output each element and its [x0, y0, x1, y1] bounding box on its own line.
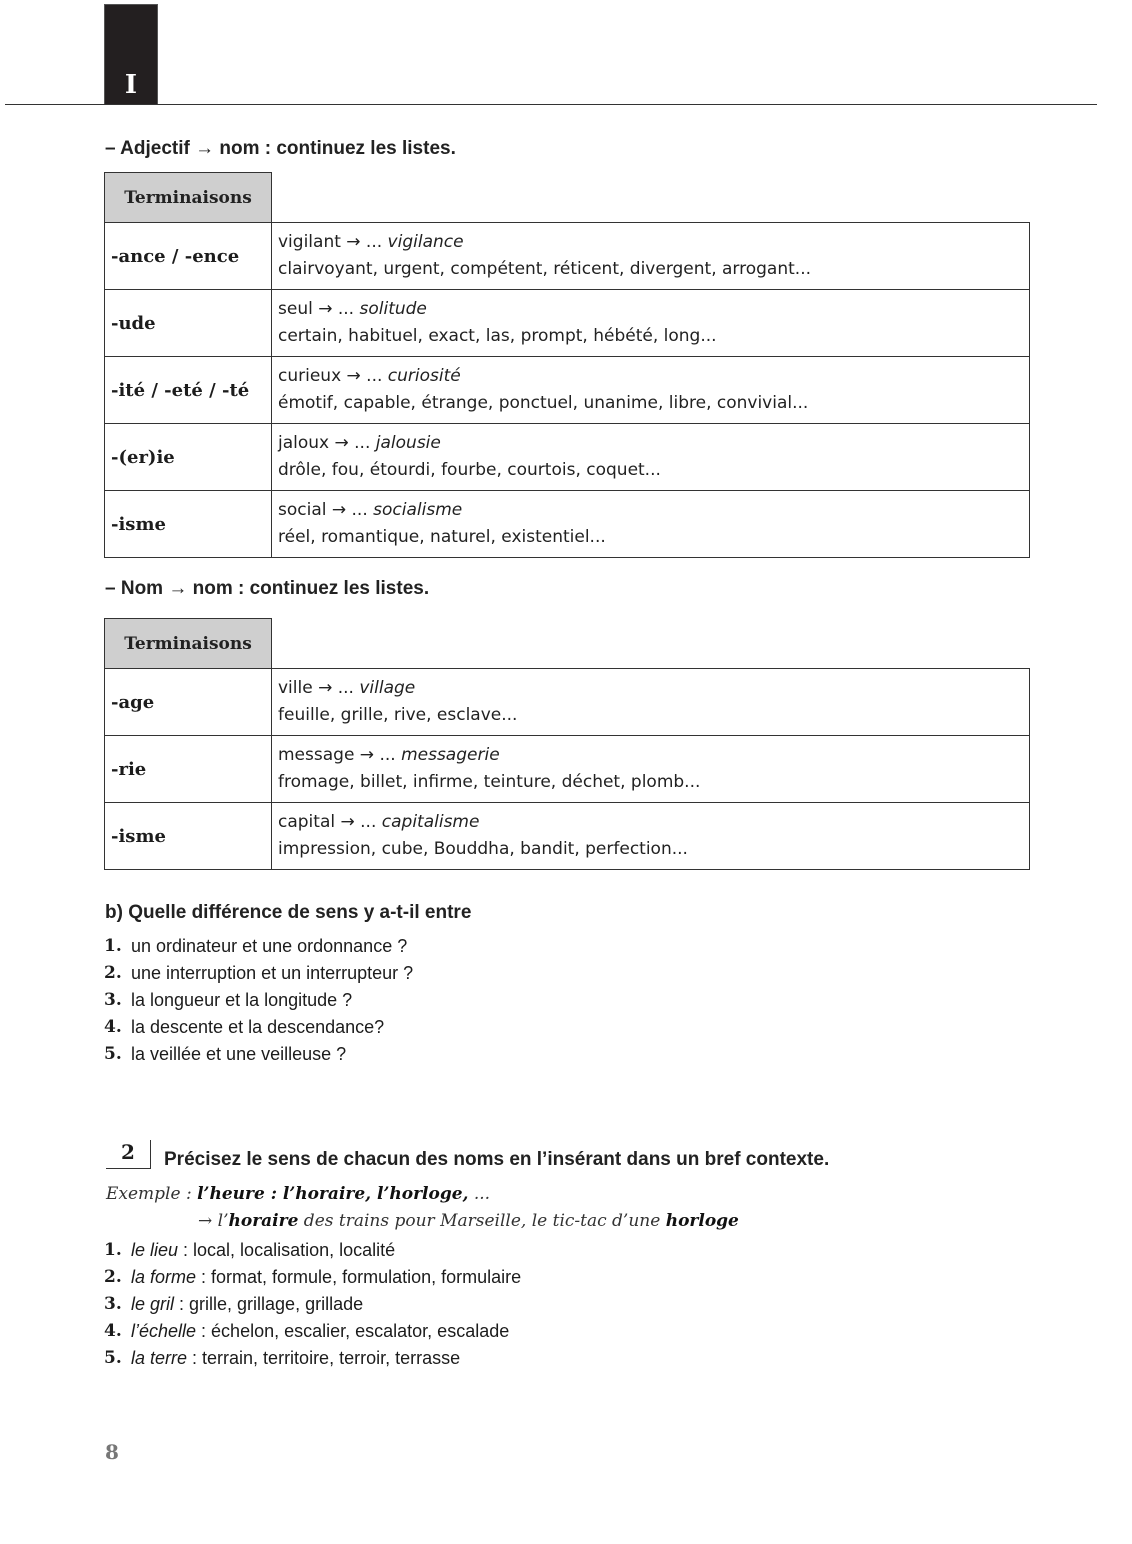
list-item: [104, 1237, 521, 1264]
item-number: 3.: [104, 1294, 122, 1314]
item-number: 5.: [104, 1348, 122, 1368]
ending-cell: -ité / -eté / -té: [105, 357, 272, 424]
item-line: [131, 1318, 509, 1345]
list-item: [104, 1014, 413, 1041]
table-adjective-to-noun: [104, 172, 1030, 558]
example-pair: [278, 296, 1023, 323]
derived-word: solitude: [359, 299, 427, 319]
word-list: feuille, grille, rive, esclave...: [278, 705, 518, 725]
item-line: [131, 1345, 460, 1372]
word-list: drôle, fou, étourdi, fourbe, courtois, coquet...: [278, 460, 661, 480]
item-line: [131, 1264, 521, 1291]
derived-word: capitalisme: [381, 812, 480, 832]
table-header: Terminaisons: [105, 173, 272, 223]
content-cell: [272, 424, 1030, 491]
item-number: 5.: [104, 1044, 122, 1064]
table-row: [105, 223, 1030, 290]
list-item: [104, 933, 413, 960]
base-word: vigilant → ...: [278, 232, 388, 252]
derived-word: jalousie: [375, 433, 441, 453]
table-row: [105, 491, 1030, 558]
item-term: le lieu: [131, 1240, 179, 1260]
item-text: la longueur et la longitude ?: [131, 990, 353, 1010]
ending-cell: -ude: [105, 290, 272, 357]
base-word: curieux → ...: [278, 366, 388, 386]
item-line: [131, 1237, 395, 1264]
base-word: social → ...: [278, 500, 374, 520]
content-cell: [272, 290, 1030, 357]
word-list: réel, romantique, naturel, existentiel...: [278, 527, 606, 547]
item-number: 2.: [104, 963, 122, 983]
derived-word: vigilance: [387, 232, 464, 252]
list-item: [104, 987, 413, 1014]
content-cell: [272, 669, 1030, 736]
chapter-marker: [104, 4, 158, 105]
table-row: [105, 736, 1030, 803]
item-number: 3.: [104, 990, 122, 1010]
list-item: [104, 1041, 413, 1068]
section-heading-adjective: – Adjectif → nom : continuez les listes.: [105, 138, 456, 159]
example-word-horloge: horloge: [665, 1211, 739, 1231]
item-number: 4.: [104, 1321, 122, 1341]
item-number: 2.: [104, 1267, 122, 1287]
derived-word: socialisme: [373, 500, 463, 520]
item-line: [131, 1291, 363, 1318]
item-text: la descente et la descendance?: [131, 1017, 385, 1037]
list-item: [104, 1318, 521, 1345]
example-line-2: [198, 1211, 739, 1231]
question-b-heading: b) Quelle différence de sens y a-t-il entre: [105, 902, 472, 923]
example-line-1: [106, 1184, 490, 1204]
question-list: [104, 933, 413, 1068]
content-cell: [272, 223, 1030, 290]
example-ellipsis: ...: [468, 1184, 491, 1204]
table-row: [105, 424, 1030, 491]
header-rule: [5, 104, 1097, 105]
item-text: un ordinateur et une ordonnance ?: [131, 936, 408, 956]
list-item: [104, 1291, 521, 1318]
content-cell: [272, 357, 1030, 424]
word-list: clairvoyant, urgent, compétent, réticent, divergent, arrogant...: [278, 259, 812, 279]
example-words: l’heure : l’horaire, l’horloge,: [197, 1184, 469, 1204]
content-cell: [272, 491, 1030, 558]
item-list: : terrain, territoire, terroir, terrasse: [187, 1348, 461, 1368]
base-word: message → ...: [278, 745, 402, 765]
derived-word: curiosité: [387, 366, 461, 386]
chapter-numeral: I: [124, 70, 138, 100]
ending-cell: -age: [105, 669, 272, 736]
item-text: une interruption et un interrupteur ?: [131, 963, 414, 983]
list-item: [104, 960, 413, 987]
word-list: fromage, billet, infirme, teinture, déchet, plomb...: [278, 772, 701, 792]
word-list: certain, habituel, exact, las, prompt, hébété, long...: [278, 326, 717, 346]
example-pair: [278, 742, 1023, 769]
item-number: 1.: [104, 936, 122, 956]
item-list: : échelon, escalier, escalator, escalade: [196, 1321, 510, 1341]
ending-cell: -ance / -ence: [105, 223, 272, 290]
section-heading-noun: – Nom → nom : continuez les listes.: [105, 578, 430, 599]
list-item: [104, 1345, 521, 1372]
content-cell: [272, 736, 1030, 803]
base-word: capital → ...: [278, 812, 382, 832]
base-word: jaloux → ...: [278, 433, 376, 453]
ending-cell: -isme: [105, 491, 272, 558]
item-list: : local, localisation, localité: [178, 1240, 396, 1260]
table-noun-to-noun: [104, 618, 1030, 870]
example-pair: [278, 363, 1023, 390]
example-arrow: → l’: [198, 1211, 229, 1231]
item-term: l’échelle: [131, 1321, 197, 1341]
table-header: Terminaisons: [105, 619, 272, 669]
example-context: des trains pour Marseille, le tic-tac d’une: [298, 1211, 666, 1231]
example-label: Exemple :: [106, 1184, 198, 1204]
exercise-2-list: [104, 1237, 521, 1372]
ending-cell: -(er)ie: [105, 424, 272, 491]
item-number: 4.: [104, 1017, 122, 1037]
derived-word: village: [359, 678, 416, 698]
example-word-horaire: horaire: [228, 1211, 299, 1231]
base-word: ville → ...: [278, 678, 360, 698]
item-list: : format, formule, formulation, formulaire: [196, 1267, 522, 1287]
example-pair: [278, 229, 1023, 256]
item-text: la veillée et une veilleuse ?: [131, 1044, 347, 1064]
example-pair: [278, 675, 1023, 702]
example-pair: [278, 430, 1023, 457]
derived-word: messagerie: [401, 745, 500, 765]
table-row: [105, 669, 1030, 736]
ending-cell: -rie: [105, 736, 272, 803]
item-list: : grille, grillage, grillade: [174, 1294, 364, 1314]
example-pair: [278, 809, 1023, 836]
table-row: [105, 290, 1030, 357]
word-list: impression, cube, Bouddha, bandit, perfection...: [278, 839, 688, 859]
item-term: la forme: [131, 1267, 197, 1287]
list-item: [104, 1264, 521, 1291]
page-number: 8: [105, 1440, 119, 1464]
ending-cell: -isme: [105, 803, 272, 870]
table-row: [105, 357, 1030, 424]
content-cell: [272, 803, 1030, 870]
table-row: [105, 803, 1030, 870]
item-term: la terre: [131, 1348, 188, 1368]
item-number: 1.: [104, 1240, 122, 1260]
item-term: le gril: [131, 1294, 175, 1314]
word-list: émotif, capable, étrange, ponctuel, unanime, libre, convivial...: [278, 393, 809, 413]
example-pair: [278, 497, 1023, 524]
exercise-title: Précisez le sens de chacun des noms en l’insérant dans un bref contexte.: [164, 1149, 830, 1170]
base-word: seul → ...: [278, 299, 360, 319]
exercise-number: 2: [106, 1140, 151, 1169]
